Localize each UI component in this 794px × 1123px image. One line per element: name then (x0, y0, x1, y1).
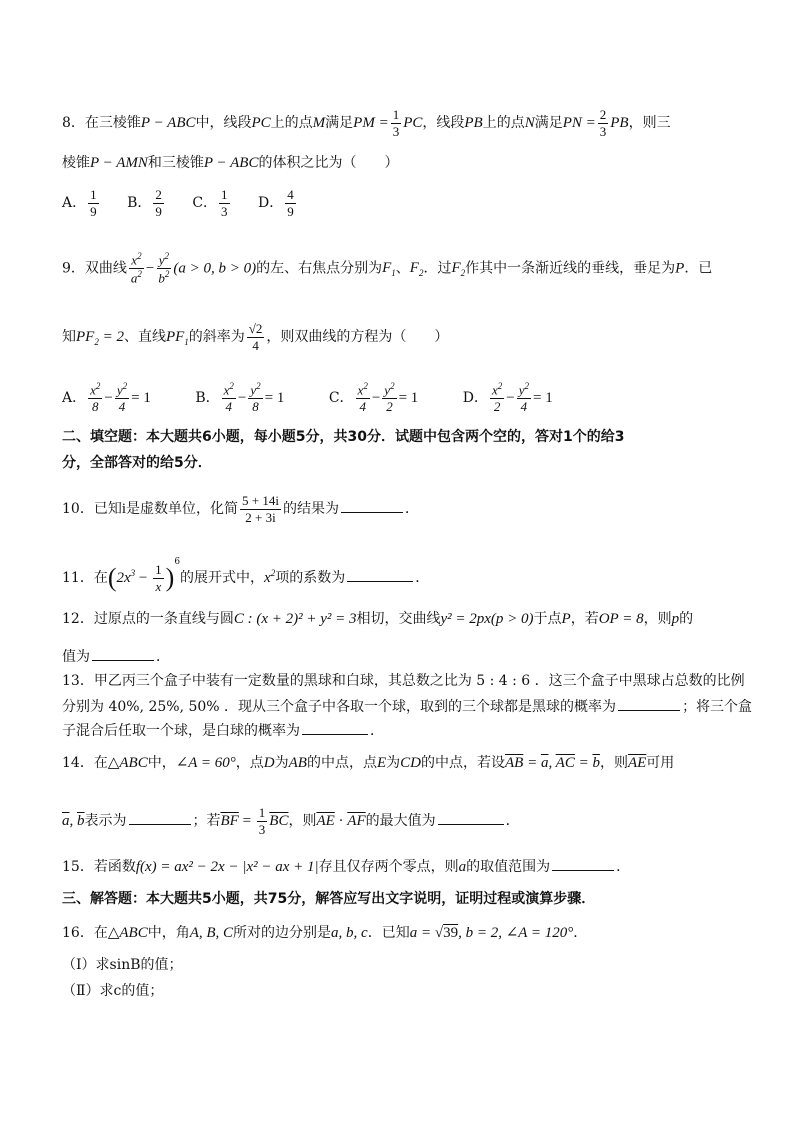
q12-text: 相切，交曲线 (356, 611, 441, 627)
q9-option-a[interactable]: A． $\frac{x^2}{8}$ − $\frac{y^2}{4}$ = 1 (62, 381, 151, 414)
denominator: 8 (252, 398, 259, 414)
q12-text: 于点 (533, 611, 562, 627)
denominator: 4 (118, 398, 126, 414)
q15-expr: a (458, 859, 467, 875)
q16-text: 中，角 (147, 925, 190, 941)
q14-line2: $\overline{a}$, $\overline{b}$表示为 ；若$\overline{BF}$ = $\frac{1}{3}$ $\overline{BC}$，则$\overline{AE} \cdot \overline{AF}$的最大值为 ． (62, 805, 520, 837)
q8-fraction-1 (391, 108, 402, 138)
q16-text: 16．在 (62, 925, 108, 941)
vec-a: $\overline{a}$ (62, 813, 70, 830)
q11-text: 11．在 (62, 570, 108, 586)
q8-text: 的体积之比为（ ） (258, 155, 399, 171)
q12-text: 的 (679, 611, 694, 627)
q11-power: 6 (174, 557, 181, 567)
q9-text: 9．双曲线 (62, 260, 127, 277)
q14-text: 为 (274, 755, 289, 771)
section-2-heading-cont: 分，全部答对的给5分． (62, 455, 212, 471)
q11-text: 项的系数为 (275, 570, 346, 586)
q9-text: ．过 (423, 260, 452, 277)
q8-text: 满足 (325, 115, 354, 132)
q9-f1 (382, 260, 396, 279)
q9-text: 的斜率为 (188, 329, 245, 346)
q11-exp: 3 (130, 568, 136, 578)
q16-given-a: a = (409, 925, 435, 941)
section-2-heading: 二、填空题：本大题共6小题，每小题5分，共30分．试题中包含两个空的，答对1个的给3 (62, 429, 625, 445)
q14-text: ． (505, 813, 520, 830)
q10-text: 是虚数单位，化简 (126, 501, 238, 518)
eq-one: = 1 (398, 389, 419, 406)
q10 (62, 494, 738, 524)
q9-expr: (a > 0, b > 0) (173, 260, 257, 277)
q16-text: ．已知 (367, 925, 410, 941)
q16: 16．在△ABC中，角A, B, C所对的边分别是a, b, c．已知a = √39, b = 2, ∠A = 120°． (62, 925, 588, 941)
q12-text: ，则 (643, 611, 672, 627)
q9-frac-y: $\frac{y^2}{b^2}$ (158, 251, 170, 286)
option-label: C． (192, 195, 218, 212)
q14-text: 中， (147, 755, 176, 771)
q8-expr: P − AMN (90, 155, 148, 171)
q14-text: ，则 (288, 813, 317, 830)
denominator: 3 (599, 123, 607, 139)
section-3-heading: 三、解答题：本大题共5小题，共75分，解答应写出文字说明，证明过程或演算步骤． (62, 891, 596, 907)
q14-text: 为 (386, 755, 401, 771)
q8-line2 (62, 156, 738, 171)
q12-expr: y² = 2px(p > 0) (440, 611, 534, 627)
q16-part-2: （Ⅱ）求c的值； (62, 983, 164, 999)
numerator: 1 (258, 805, 266, 820)
numerator: √2 (248, 321, 263, 336)
q9-line1: 9．双曲线 $\frac{x^2}{a^2}$ − $\frac{y^2}{b^2}$ (a > 0, b > 0)的左、右焦点分别为$F_1$、$F_2$．过$F_2$作其中一条渐近线的垂线，垂足为P．已 (62, 251, 713, 286)
q12-expr: p (671, 611, 680, 627)
denominator: 3 (221, 203, 228, 219)
q8-text: 上的点 (270, 115, 313, 132)
denominator: 4 (520, 398, 528, 414)
q8-text: 上的点 (482, 115, 525, 132)
option-label: A． (62, 195, 87, 212)
q13-answer-blank-2[interactable] (302, 722, 368, 735)
vec-ab: $\overline{AB}$ (504, 755, 524, 771)
q8-text: 和三棱锥 (147, 155, 204, 171)
vec-bc: $\overline{BC}$ (269, 813, 289, 830)
numerator: 1 (221, 187, 228, 202)
q8-expr: PC (251, 115, 271, 132)
option-label: B． (127, 195, 152, 212)
q9-pf2-sub: 2 (94, 337, 99, 348)
q9-option-c[interactable]: C． $\frac{x^2}{4}$ − $\frac{y^2}{2}$ = 1 (328, 381, 419, 414)
q11-text: ． (415, 570, 430, 586)
q14-text: ；若 (192, 813, 221, 830)
q9-f1-sub: 1 (391, 268, 396, 279)
q12-expr: C : (x + 2)² + y² = 3 (233, 611, 357, 627)
q9-line2 (62, 322, 738, 352)
vec-ae: $\overline{AE}$ (316, 813, 335, 830)
q8-fraction-2 (598, 108, 609, 138)
q11-minus: − (135, 570, 152, 586)
vec-b: $\overline{b}$ (592, 755, 600, 771)
q8-option-a[interactable] (62, 188, 101, 218)
numerator: 1 (155, 561, 162, 577)
numerator: 1 (90, 187, 97, 202)
q8-text: ，线段 (422, 115, 465, 132)
q12-text: ． (156, 649, 170, 665)
q12-line2 (62, 648, 738, 664)
q13-text: ；将三个盒 (682, 699, 753, 715)
denominator: 2 (386, 398, 393, 414)
q16-text: 所对的边分别是 (233, 925, 332, 941)
q8-expr: PM = (353, 115, 389, 132)
eq-one: = 1 (533, 389, 553, 406)
q16-expr: A, B, C (189, 925, 234, 941)
q9-f2-sub: 2 (418, 268, 424, 279)
q13-text: 分别为 40%, 25%, 50% ．现从三个盒子中各取一个球，取到的三个球都是黑球的概率为 (62, 699, 617, 715)
denominator: 2 (493, 398, 501, 414)
q16-part-1: （Ⅰ）求sinB的值； (62, 957, 183, 973)
q11-inner: 2x (116, 570, 131, 586)
q8-text: 8．在三棱锥 (62, 115, 141, 132)
q9-pf1-sub: 1 (184, 337, 189, 348)
numerator: 1 (392, 107, 400, 122)
denominator: 8 (92, 398, 99, 414)
q8-expr: P − ABC (140, 115, 196, 132)
q15 (62, 858, 738, 875)
q13-answer-blank-1[interactable] (618, 698, 680, 711)
denominator: x (155, 578, 162, 594)
q14-text: 表示为 (84, 813, 127, 830)
numerator: 2 (155, 187, 162, 202)
vec-b: $\overline{b}$ (77, 813, 85, 830)
q9-text: ，则双曲线的方程为（ ） (266, 329, 449, 346)
q12-line1 (62, 612, 738, 627)
q9-expr: P (675, 260, 685, 277)
q10-fraction (240, 494, 281, 524)
q14-text: 的中点，点 (306, 755, 377, 771)
q14-expr: CD (400, 755, 421, 771)
q8-option-d[interactable] (258, 188, 298, 218)
vec-a: $\overline{a}$ (540, 755, 549, 771)
q9-text: 作其中一条渐近线的垂线，垂足为 (465, 260, 676, 277)
q13-line3 (62, 722, 738, 738)
q8-expr: PB (464, 115, 483, 132)
q9-text: 知 (62, 329, 76, 346)
q16-sqrt: 39 (443, 925, 459, 941)
q11-x: x (264, 570, 271, 586)
q15-text: 的取值范围为 (466, 859, 551, 875)
q14-text: 14．在 (62, 755, 108, 771)
q9-text: 、直线 (123, 329, 166, 346)
q9-slope (247, 322, 265, 352)
q8-expr: N (524, 115, 535, 132)
vec-af: $\overline{AF}$ (347, 813, 366, 830)
eq-one: = 1 (264, 389, 285, 406)
q9-text: 的左、右焦点分别为 (256, 260, 383, 277)
denominator: 9 (287, 203, 294, 219)
q13-text: ． (370, 723, 384, 739)
denominator: 9 (90, 203, 97, 219)
q15-text: 存且仅存两个零点，则 (318, 859, 459, 875)
q14-line1: 14．在△ABC中，∠A = 60°，点D为AB的中点，点E为CD的中点，若设$\overline{AB} = \overline{a}$, $\overline{AC} = \overline{b}$，则$\overline{AE}$可用 (62, 755, 675, 771)
q8-expr: M (312, 115, 326, 132)
q12-text: 12．过原点的一条直线与圆 (62, 611, 234, 627)
q14-answer-blank-1[interactable] (129, 812, 191, 825)
denominator: 9 (155, 203, 162, 219)
q12-text: 值为 (62, 649, 90, 665)
q10-text: 10．已知 (62, 501, 122, 518)
q8-expr: PC (403, 115, 423, 132)
q12-answer-blank[interactable] (92, 648, 154, 661)
q9-frac-x: $\frac{x^2}{a^2}$ (130, 251, 142, 286)
numerator: 5 + 14i (242, 493, 279, 508)
option-label: B． (195, 389, 220, 406)
q9-option-b[interactable]: B． $\frac{x^2}{4}$ − $\frac{y^2}{8}$ = 1 (195, 381, 285, 414)
q13-line2 (62, 698, 753, 715)
q8-text: ，则三 (628, 115, 671, 132)
q16-text: ． (573, 925, 588, 941)
q9-f2-sym: F (409, 260, 419, 277)
vec-ae: $\overline{AE}$ (627, 755, 647, 771)
eq-one: = 1 (131, 389, 151, 406)
q15-text: ． (616, 859, 631, 875)
q11-x-exp: 2 (270, 568, 276, 578)
option-label: D． (462, 389, 488, 406)
vec-ac: $\overline{AC}$ (555, 755, 575, 771)
q12-expr: OP = 8 (598, 611, 644, 627)
q11-answer-blank[interactable] (347, 569, 413, 582)
q8-line1 (62, 108, 738, 138)
q15-answer-blank[interactable] (552, 858, 614, 871)
q16-expr: △ABC (107, 925, 148, 941)
q14-text: 的中点，若设 (420, 755, 505, 771)
q8-expr: PN = (562, 115, 596, 132)
q11-text: 的展开式中， (180, 570, 265, 586)
q14-text: ，点 (235, 755, 264, 771)
q12-text: ，若 (570, 611, 599, 627)
q14-text: ，则 (599, 755, 628, 771)
q9-option-d[interactable]: D． $\frac{x^2}{2}$ − $\frac{y^2}{4}$ = 1 (462, 381, 553, 414)
q13-text: 子混合后任取一个球，是白球的概率为 (62, 723, 300, 739)
q14-text: 可用 (646, 755, 675, 771)
q11: 11．在($2x^3$ − $\frac{1}{x}$ )$^6$的展开式中，$x^2$项的系数为 ． (62, 557, 430, 594)
q10-answer-blank[interactable] (341, 500, 403, 513)
q14-expr: D (263, 755, 275, 771)
q16-expr: a, b, c (331, 925, 368, 941)
q14-expr: ∠A = 60° (175, 755, 236, 771)
q9-options (62, 382, 738, 414)
q15-text: 15．若函数 (62, 859, 136, 875)
q10-text: ． (404, 501, 419, 518)
denominator: 2 + 3i (245, 509, 276, 525)
q9-text: ．已 (684, 260, 713, 277)
q9-f2 (409, 260, 424, 279)
q10-expr: i (121, 501, 126, 518)
q8-text: 中，线段 (195, 115, 252, 132)
q8-option-c[interactable] (192, 188, 231, 218)
denominator: 3 (258, 821, 266, 837)
q12-expr: P (561, 611, 571, 627)
q14-expr: E (376, 755, 387, 771)
option-label: A． (62, 389, 87, 406)
q8-option-b[interactable] (127, 188, 166, 218)
q9-f1-sym: F (382, 260, 392, 277)
q13-line1: 13．甲乙丙三个盒子中装有一定数量的黑球和白球，其总数之比为 5 : 4 : 6 ．这三个盒子中黑球占总数的比例 (62, 673, 745, 689)
q8-text: 满足 (534, 115, 563, 132)
denominator: 4 (359, 398, 366, 414)
q14-expr: AB (288, 755, 307, 771)
denominator: 3 (392, 123, 400, 139)
q16-given-b: , b = 2, ∠A = 120° (458, 925, 574, 941)
denominator: 4 (252, 337, 259, 353)
denominator: 4 (225, 398, 233, 414)
numerator: 2 (599, 107, 607, 122)
option-label: C． (328, 389, 354, 406)
q15-expr: f(x) = ax² − 2x − |x² − ax + 1| (135, 859, 319, 875)
q9-pf2: PF (76, 329, 95, 346)
q14-answer-blank-2[interactable] (438, 812, 504, 825)
vec-bf: $\overline{BF}$ (220, 813, 239, 830)
option-label: D． (258, 195, 284, 212)
q14-expr: △ABC (107, 755, 148, 771)
q8-text: 棱锥 (62, 155, 90, 171)
q8-expr: P − ABC (203, 155, 259, 171)
q8-options (62, 188, 738, 218)
q10-text: 的结果为 (282, 501, 339, 518)
q9-pf2-val: = 2 (98, 329, 124, 346)
numerator: 4 (287, 187, 294, 202)
q9-pf1: PF (165, 329, 185, 346)
q14-text: 的最大值为 (365, 813, 436, 830)
q8-expr: PB (610, 115, 629, 132)
